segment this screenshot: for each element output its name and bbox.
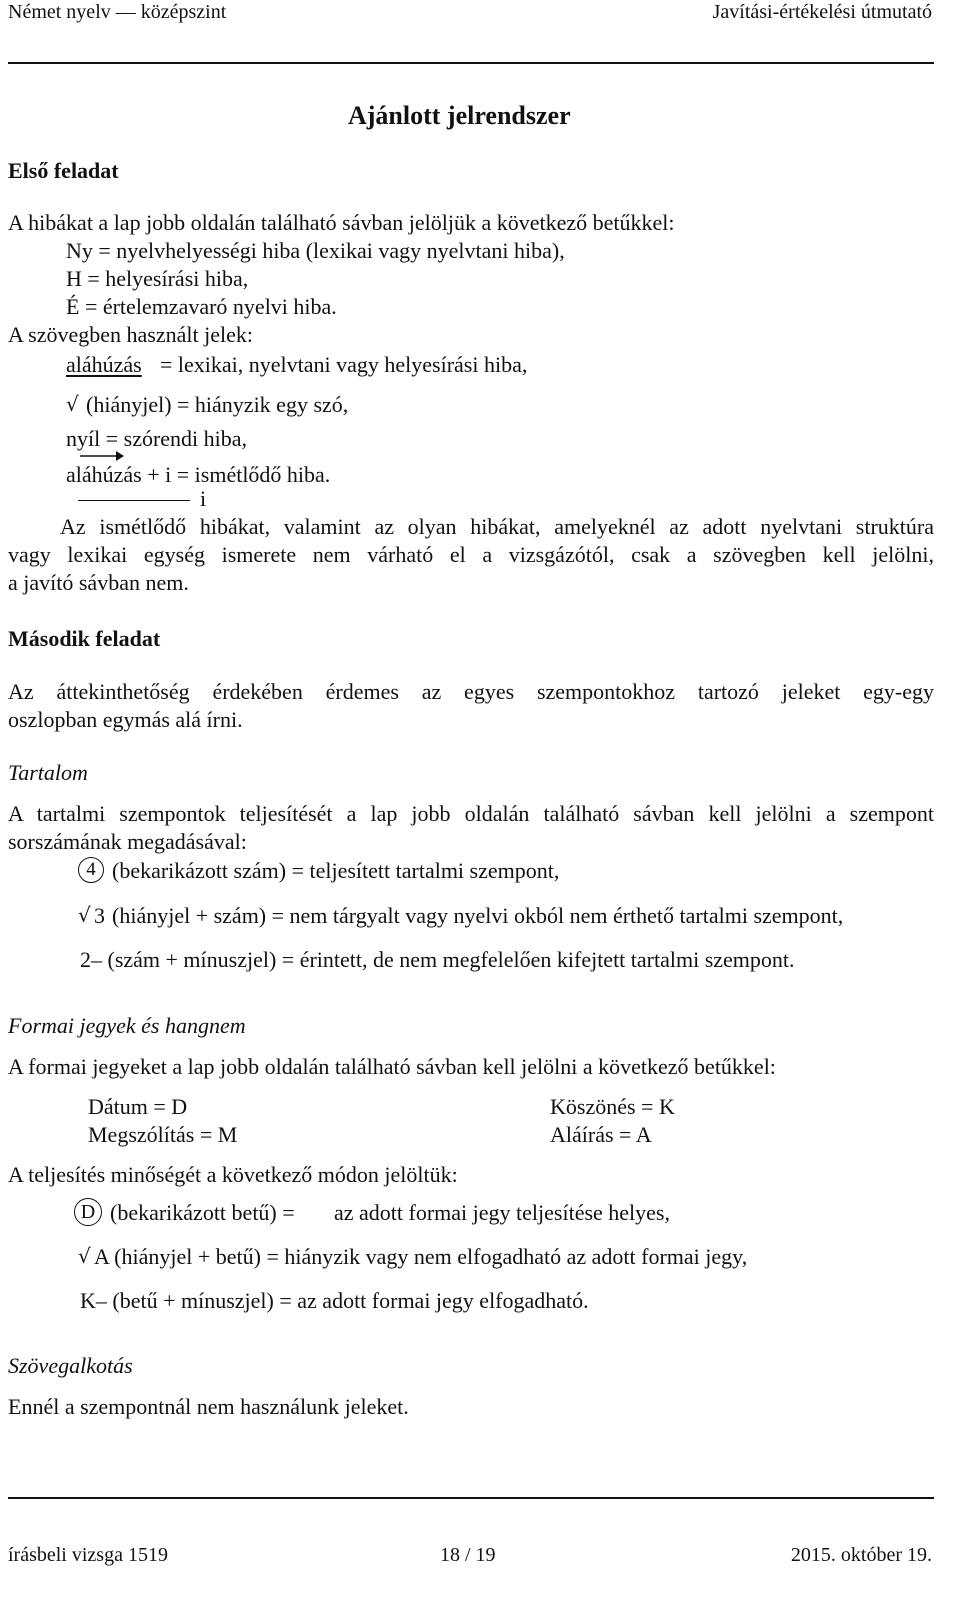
form-code-salutation: Megszólítás = M <box>88 1122 238 1147</box>
footer-rule <box>8 1497 934 1499</box>
page-title: Ajánlott jelrendszer <box>348 101 571 130</box>
section1-para-line3: a javító sávban nem. <box>8 570 189 595</box>
arrow-icon <box>80 450 124 462</box>
sign-arrow-desc: nyíl = szórendi hiba, <box>66 426 248 451</box>
form-quality-intro: A teljesítés minőségét a következő módon jelöltük: <box>8 1162 458 1187</box>
form-code-signature: Aláírás = A <box>550 1122 652 1147</box>
repeat-underline <box>78 500 190 501</box>
header-rule <box>8 62 934 64</box>
text-heading: Szövegalkotás <box>8 1353 133 1378</box>
content-item2: (hiányjel + szám) = nem tárgyalt vagy nyelvi okból nem érthető tartalmi szempont, <box>112 903 844 928</box>
form-intro: A formai jegyeket a lap jobb oldalán található sávban kell jelölni a következő betűkkel: <box>8 1054 776 1079</box>
code-ny: Ny = nyelvhelyességi hiba (lexikai vagy nyelvtani hiba), <box>66 238 565 263</box>
section1-para-line2: vagy lexikai egység ismerete nem várható el a vizsgázótól, csak a szövegben kell jelölni, <box>8 542 934 567</box>
sign-underline-desc: = lexikai, nyelvtani vagy helyesírási hiba, <box>160 352 528 377</box>
content-item2-number: 3 <box>94 903 105 928</box>
form-code-greeting: Köszönés = K <box>550 1094 675 1119</box>
repeat-mark: i <box>200 486 207 511</box>
section1-para-line1: Az ismétlődő hibákat, valamint az olyan hibákat, amelyeknél az adott nyelvtani struktúra <box>60 514 934 539</box>
content-item3: 2– (szám + mínuszjel) = érintett, de nem megfelelően kifejtett tartalmi szempont. <box>80 947 795 972</box>
section2-para-line1: Az áttekinthetőség érdekében érdemes az egyes szempontokhoz tartozó jeleket egy-egy <box>8 679 934 704</box>
footer-page: 18 / 19 <box>440 1544 496 1566</box>
section1-heading: Első feladat <box>8 158 119 183</box>
section2-para-line2: oszlopban egymás alá írni. <box>8 707 243 732</box>
checkmark-root-icon: √ <box>66 392 79 416</box>
content-para-line2: sorszámának megadásával: <box>8 829 247 854</box>
text-para: Ennél a szempontnál nem használunk jeleket. <box>8 1394 409 1419</box>
header-left: Német nyelv — középszint <box>8 1 227 23</box>
circled-letter-icon: D <box>74 1198 102 1226</box>
form-item3: K– (betű + mínuszjel) = az adott formai jegy elfogadható. <box>80 1288 589 1313</box>
content-check-icon: √ <box>78 903 91 927</box>
form-item2: A (hiányjel + betű) = hiányzik vagy nem elfogadható az adott formai jegy, <box>94 1244 748 1269</box>
code-h: H = helyesírási hiba, <box>66 266 249 291</box>
section1-intro: A hibákat a lap jobb oldalán található sávban jelöljük a következő betűkkel: <box>8 210 675 235</box>
sign-underline-word: aláhúzás <box>66 352 142 377</box>
code-e: É = értelemzavaró nyelvi hiba. <box>66 294 337 319</box>
content-item1: (bekarikázott szám) = teljesített tartalmi szempont, <box>112 858 560 883</box>
form-heading: Formai jegyek és hangnem <box>8 1013 246 1038</box>
content-heading: Tartalom <box>8 760 88 785</box>
form-item1-desc: az adott formai jegy teljesítése helyes, <box>334 1200 670 1225</box>
sign-check-desc: (hiányjel) = hiányzik egy szó, <box>86 392 349 417</box>
circled-number-icon: 4 <box>78 857 104 883</box>
signs-intro: A szövegben használt jelek: <box>8 322 253 347</box>
form-code-date: Dátum = D <box>88 1094 188 1119</box>
section2-heading: Második feladat <box>8 626 161 651</box>
sign-repeat-desc: aláhúzás + i = ismétlődő hiba. <box>66 462 331 487</box>
footer-right: 2015. október 19. <box>790 1544 932 1566</box>
footer-left: írásbeli vizsga 1519 <box>8 1544 168 1566</box>
form-item1-label: (bekarikázott betű) = <box>110 1200 295 1225</box>
header-right: Javítási-értékelési útmutató <box>712 1 932 23</box>
content-para-line1: A tartalmi szempontok teljesítését a lap jobb oldalán található sávban kell jelölni a szempont <box>8 801 934 826</box>
form-check-icon: √ <box>78 1244 91 1268</box>
